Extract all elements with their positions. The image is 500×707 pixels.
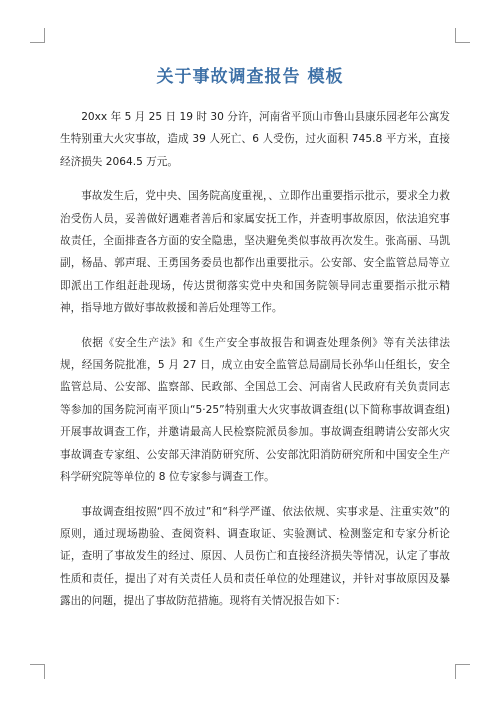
paragraph-incident-summary: 20xx 年 5 月 25 日 19 时 30 分许，河南省平顶山市鲁山县康乐园老年公寓发生特别重大火灾事故，造成 39 人死亡、6 人受伤，过火面积 745.8 平方米，直接经济损失 2064.5 万元。 (60, 111, 450, 168)
crop-mark-bottom-right (455, 664, 470, 679)
crop-mark-bottom-left (30, 664, 45, 679)
paragraph-investigation-team: 依据《安全生产法》和《生产安全事故报告和调查处理条例》等有关法律法规，经国务院批准，5 月 27 日，成立由安全监管总局副局长孙华山任组长，安全监管总局、公安部、监察部、民政部、全国总工会、河南省人民政府有关负责同志等参加的国务院河南平顶山“5·25”特别重大火灾事故调查组(以下简称事故调查组)开展事故调查工作，并邀请最高人民检察院派员参加。事故调查组聘请公安部火灾事故调查专家组、公安部天津消防研究所、公安部沈阳消防研究所和中国安全生产科学研究院等单位的 8 位专家参与调查工作。 (60, 336, 450, 484)
crop-mark-top-left (30, 28, 45, 43)
document-body (60, 106, 450, 625)
paragraph-government-response: 事故发生后，党中央、国务院高度重视，、立即作出重要指示批示，要求全力救治受伤人员，妥善做好遇难者善后和家属安抚工作，并查明事故原因，依法追究事故责任，全面排查各方面的安全隐患，坚决避免类似事故再次发生。张高丽、马凯副，杨晶、郭声琨、王勇国务委员也都作出重要批示。公安部、安全监管总局等立即派出工作组赶赴现场，传达贯彻落实党中央和国务院领导同志重要指示批示精神，指导地方做好事故救援和善后处理等工作。 (60, 190, 450, 315)
paragraph-investigation-method: 事故调查组按照“四不放过”和“科学严谨、依法依规、实事求是、注重实效”的原则，通过现场勘验、查阅资料、调查取证、实验测试、检测鉴定和专家分析论证，查明了事故发生的经过、原因、人员伤亡和直接经济损失等情况，认定了事故性质和责任，提出了对有关责任人员和责任单位的处理建议，并针对事故原因及暴露出的问题，提出了事故防范措施。现将有关情况报告如下： (60, 505, 450, 608)
document-title: 关于事故调查报告 模板 (156, 67, 344, 87)
crop-mark-top-right (455, 28, 470, 43)
